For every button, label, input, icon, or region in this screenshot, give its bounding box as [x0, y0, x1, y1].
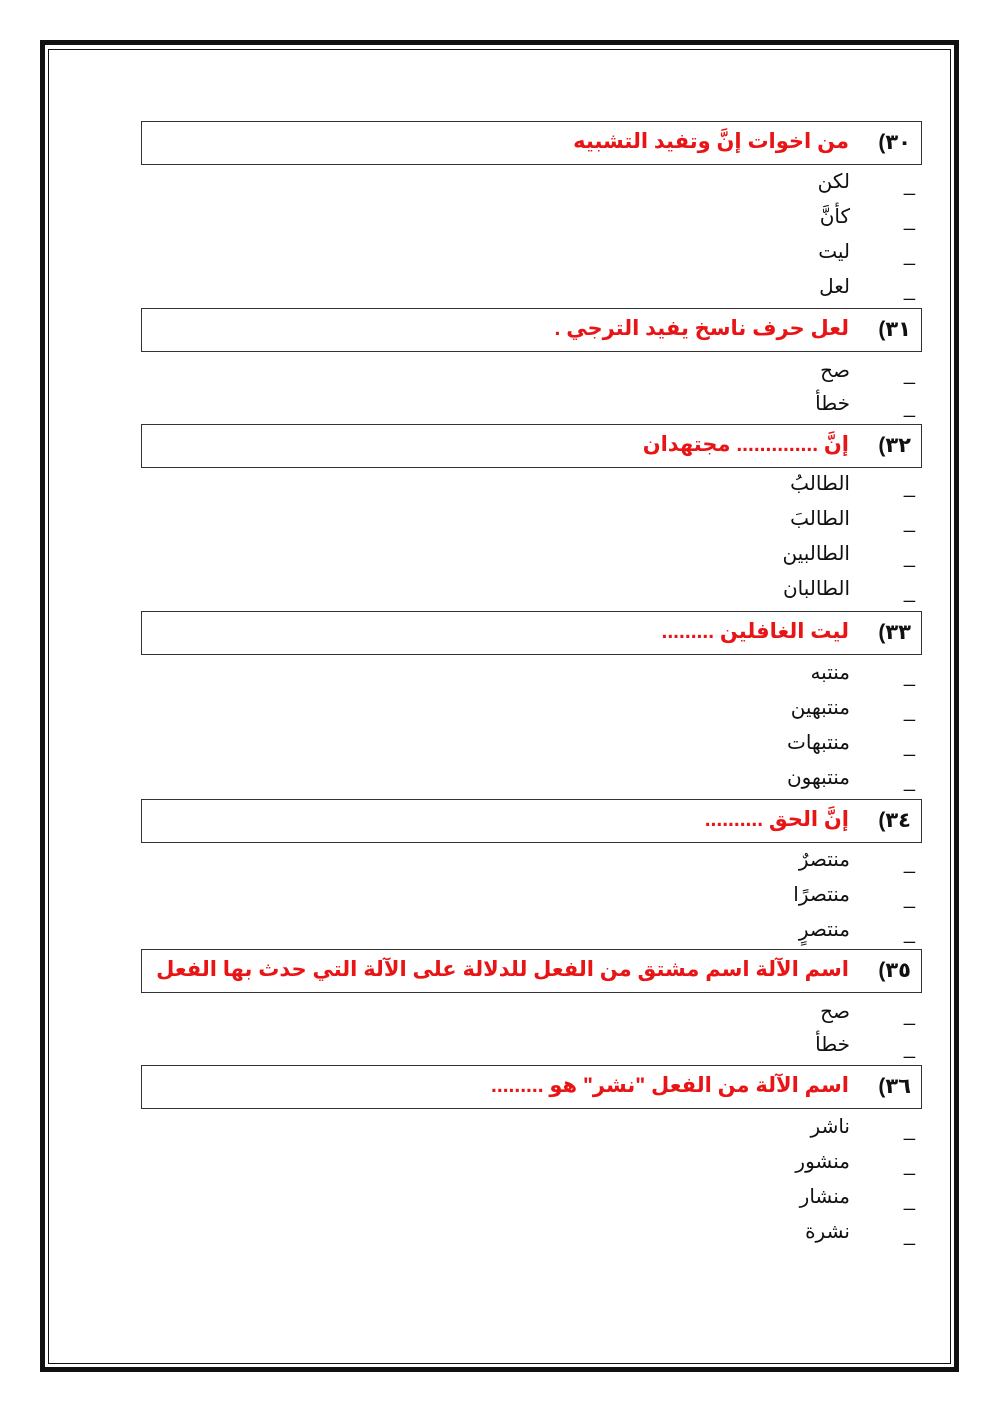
option-text: منتبه — [810, 662, 850, 684]
answer-option[interactable] — [500, 271, 925, 307]
option-marker: _ — [903, 209, 915, 231]
question-number: ٣٦) — [878, 1075, 911, 1098]
option-text: لعل — [819, 276, 850, 298]
option-marker: _ — [903, 174, 915, 196]
answer-option[interactable] — [500, 727, 925, 763]
option-marker: _ — [903, 546, 915, 568]
option-marker: _ — [903, 511, 915, 533]
option-text: الطالبان — [782, 578, 850, 600]
option-marker: _ — [903, 581, 915, 603]
option-text: نشرة — [805, 1221, 850, 1243]
question-number: ٣١) — [878, 318, 911, 341]
option-marker: _ — [903, 700, 915, 722]
question-box — [141, 424, 922, 468]
option-text: منشور — [795, 1151, 850, 1173]
option-marker: _ — [903, 396, 915, 418]
answer-option[interactable] — [500, 236, 925, 272]
question-number: ٣٤) — [878, 809, 911, 832]
answer-option[interactable] — [500, 879, 925, 915]
option-marker: _ — [903, 735, 915, 757]
answer-option[interactable] — [500, 388, 925, 424]
option-text: منتصرًا — [793, 884, 850, 906]
answer-option[interactable] — [500, 355, 925, 391]
answer-option[interactable] — [500, 201, 925, 237]
question-box — [141, 799, 922, 843]
option-text: منتصرٌ — [798, 849, 850, 871]
question-text: ليت الغافلين ......... — [661, 620, 849, 643]
answer-option[interactable] — [500, 538, 925, 574]
option-marker: _ — [903, 922, 915, 944]
option-text: ناشر — [810, 1116, 850, 1138]
option-marker: _ — [903, 852, 915, 874]
option-text: الطالبين — [782, 543, 850, 565]
question-text: إنَّ .............. مجتهدان — [642, 433, 849, 456]
answer-option[interactable] — [500, 657, 925, 693]
option-marker: _ — [903, 1154, 915, 1176]
option-text: منشار — [799, 1186, 850, 1208]
option-marker: _ — [903, 476, 915, 498]
option-marker: _ — [903, 244, 915, 266]
option-text: منتبهات — [787, 732, 850, 754]
option-marker: _ — [903, 1224, 915, 1246]
question-box — [141, 308, 922, 352]
answer-option[interactable] — [500, 844, 925, 880]
question-box — [141, 949, 922, 993]
question-number: ٣٢) — [878, 434, 911, 457]
option-text: لكن — [817, 171, 850, 193]
option-text: خطأ — [815, 1034, 850, 1056]
question-text: اسم الآلة من الفعل "نشر" هو ......... — [491, 1074, 849, 1097]
question-number: ٣٠) — [878, 131, 911, 154]
answer-option[interactable] — [500, 573, 925, 609]
option-marker: _ — [903, 1037, 915, 1059]
option-marker: _ — [903, 770, 915, 792]
option-text: صح — [820, 360, 850, 382]
option-text: منتبهون — [786, 767, 850, 789]
answer-option[interactable] — [500, 468, 925, 504]
answer-option[interactable] — [500, 914, 925, 950]
option-marker: _ — [903, 1119, 915, 1141]
answer-option[interactable] — [500, 1216, 925, 1252]
option-text: خطأ — [815, 393, 850, 415]
answer-option[interactable] — [500, 1181, 925, 1217]
option-marker: _ — [903, 1189, 915, 1211]
question-box — [141, 611, 922, 655]
answer-option[interactable] — [500, 503, 925, 539]
question-text: من اخوات إنَّ وتفيد التشبيه — [573, 130, 849, 153]
answer-option[interactable] — [500, 166, 925, 202]
option-text: الطالبَ — [790, 508, 850, 530]
option-text: ليت — [818, 241, 850, 263]
answer-option[interactable] — [500, 692, 925, 728]
answer-option[interactable] — [500, 996, 925, 1032]
answer-option[interactable] — [500, 762, 925, 798]
option-marker: _ — [903, 1004, 915, 1026]
question-text: لعل حرف ناسخ يفيد الترجي . — [554, 317, 849, 340]
answer-option[interactable] — [500, 1029, 925, 1065]
question-box — [141, 121, 922, 165]
option-text: منتبهين — [790, 697, 850, 719]
answer-option[interactable] — [500, 1111, 925, 1147]
option-marker: _ — [903, 363, 915, 385]
option-text: الطالبُ — [790, 473, 850, 495]
question-number: ٣٥) — [878, 959, 911, 982]
question-number: ٣٣) — [878, 621, 911, 644]
option-marker: _ — [903, 279, 915, 301]
question-text: إنَّ الحق .......... — [704, 808, 849, 831]
question-text: اسم الآلة اسم مشتق من الفعل للدلالة على الآلة التي حدث بها الفعل — [156, 958, 849, 981]
option-text: منتصرٍ — [798, 919, 850, 941]
question-box — [141, 1065, 922, 1109]
option-text: صح — [820, 1001, 850, 1023]
option-text: كأنَّ — [819, 206, 850, 228]
option-marker: _ — [903, 887, 915, 909]
option-marker: _ — [903, 665, 915, 687]
answer-option[interactable] — [500, 1146, 925, 1182]
